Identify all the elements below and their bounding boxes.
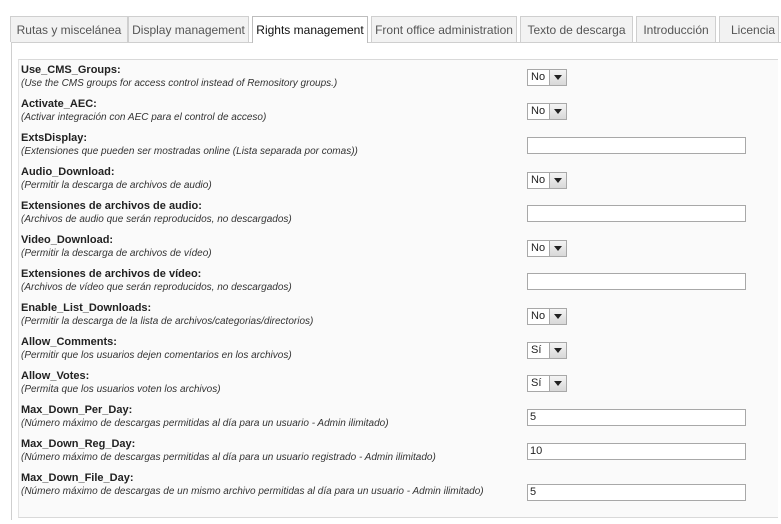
setting-label: Allow_Comments:	[21, 336, 117, 348]
setting-description: (Archivos de audio que serán reproducidos, no descargados)	[21, 214, 292, 225]
allow-comments-select[interactable]	[527, 342, 567, 359]
setting-description: (Extensiones que pueden ser mostradas online (Lista separada por comas))	[21, 146, 358, 157]
setting-description: (Número máximo de descargas permitidas al día para un usuario - Admin ilimitado)	[21, 418, 389, 429]
setting-label: ExtsDisplay:	[21, 132, 88, 144]
chevron-down-icon[interactable]	[549, 376, 566, 391]
setting-label: Enable_List_Downloads:	[21, 302, 152, 314]
setting-label: Max_Down_File_Day:	[21, 472, 134, 484]
setting-description: (Activar integración con AEC para el control de acceso)	[21, 112, 267, 123]
select-value: No	[531, 242, 546, 254]
select-value: Sí	[531, 344, 542, 356]
setting-label: Extensiones de archivos de vídeo:	[21, 268, 202, 280]
chevron-down-icon[interactable]	[549, 70, 566, 85]
select-value: No	[531, 71, 546, 83]
chevron-down-icon[interactable]	[549, 173, 566, 188]
max-down-reg-day-input[interactable]: 10	[527, 443, 746, 460]
audio-download-select[interactable]	[527, 172, 567, 189]
setting-description: (Use the CMS groups for access control instead of Remository groups.)	[21, 78, 338, 89]
audio-extensions-input[interactable]	[527, 205, 746, 222]
max-down-file-day-input[interactable]: 5	[527, 484, 746, 501]
tab-front-office-administration[interactable]: Front office administration	[371, 16, 517, 42]
tab-display-management[interactable]: Display management	[128, 16, 249, 42]
setting-description: (Número máximo de descargas permitidas al día para un usuario registrado - Admin ilimitado)	[21, 452, 436, 463]
setting-label: Video_Download:	[21, 234, 114, 246]
chevron-down-icon[interactable]	[549, 104, 566, 119]
tab-licencia[interactable]: Licencia	[719, 16, 779, 42]
chevron-down-icon[interactable]	[549, 343, 566, 358]
tab-introduccion[interactable]: Introducción	[636, 16, 716, 42]
setting-description: (Permita que los usuarios voten los archivos)	[21, 384, 221, 395]
setting-label: Max_Down_Per_Day:	[21, 404, 133, 416]
tab-texto-de-descarga[interactable]: Texto de descarga	[520, 16, 633, 42]
use-cms-groups-select[interactable]	[527, 69, 567, 86]
select-value: Sí	[531, 377, 542, 389]
tab-rutas-miscelanea[interactable]: Rutas y miscelánea	[10, 16, 128, 42]
video-extensions-input[interactable]	[527, 273, 746, 290]
allow-votes-select[interactable]	[527, 375, 567, 392]
activate-aec-select[interactable]	[527, 103, 567, 120]
select-value: No	[531, 310, 546, 322]
setting-description: (Archivos de vídeo que serán reproducidos, no descargados)	[21, 282, 292, 293]
setting-label: Use_CMS_Groups:	[21, 64, 121, 76]
chevron-down-icon[interactable]	[549, 241, 566, 256]
setting-label: Allow_Votes:	[21, 370, 90, 382]
select-value: No	[531, 105, 546, 117]
tab-rights-management[interactable]: Rights management	[252, 16, 368, 43]
select-value: No	[531, 174, 546, 186]
setting-description: (Permitir la descarga de archivos de vídeo)	[21, 248, 212, 259]
setting-label: Audio_Download:	[21, 166, 115, 178]
setting-label: Activate_AEC:	[21, 98, 97, 110]
extsdisplay-input[interactable]	[527, 137, 746, 154]
video-download-select[interactable]	[527, 240, 567, 257]
enable-list-downloads-select[interactable]	[527, 308, 567, 325]
setting-label: Extensiones de archivos de audio:	[21, 200, 202, 212]
setting-label: Max_Down_Reg_Day:	[21, 438, 136, 450]
max-down-per-day-input[interactable]: 5	[527, 409, 746, 426]
setting-description: (Permitir la descarga de archivos de audio)	[21, 180, 212, 191]
settings-tab-bar	[0, 0, 776, 42]
chevron-down-icon[interactable]	[549, 309, 566, 324]
setting-description: (Número máximo de descargas de un mismo archivo permitidas al día para un usuario - Admin ilimitado)	[21, 486, 484, 497]
setting-description: (Permitir que los usuarios dejen comentarios en los archivos)	[21, 350, 292, 361]
setting-description: (Permitir la descarga de la lista de archivos/categorias/directorios)	[21, 316, 314, 327]
